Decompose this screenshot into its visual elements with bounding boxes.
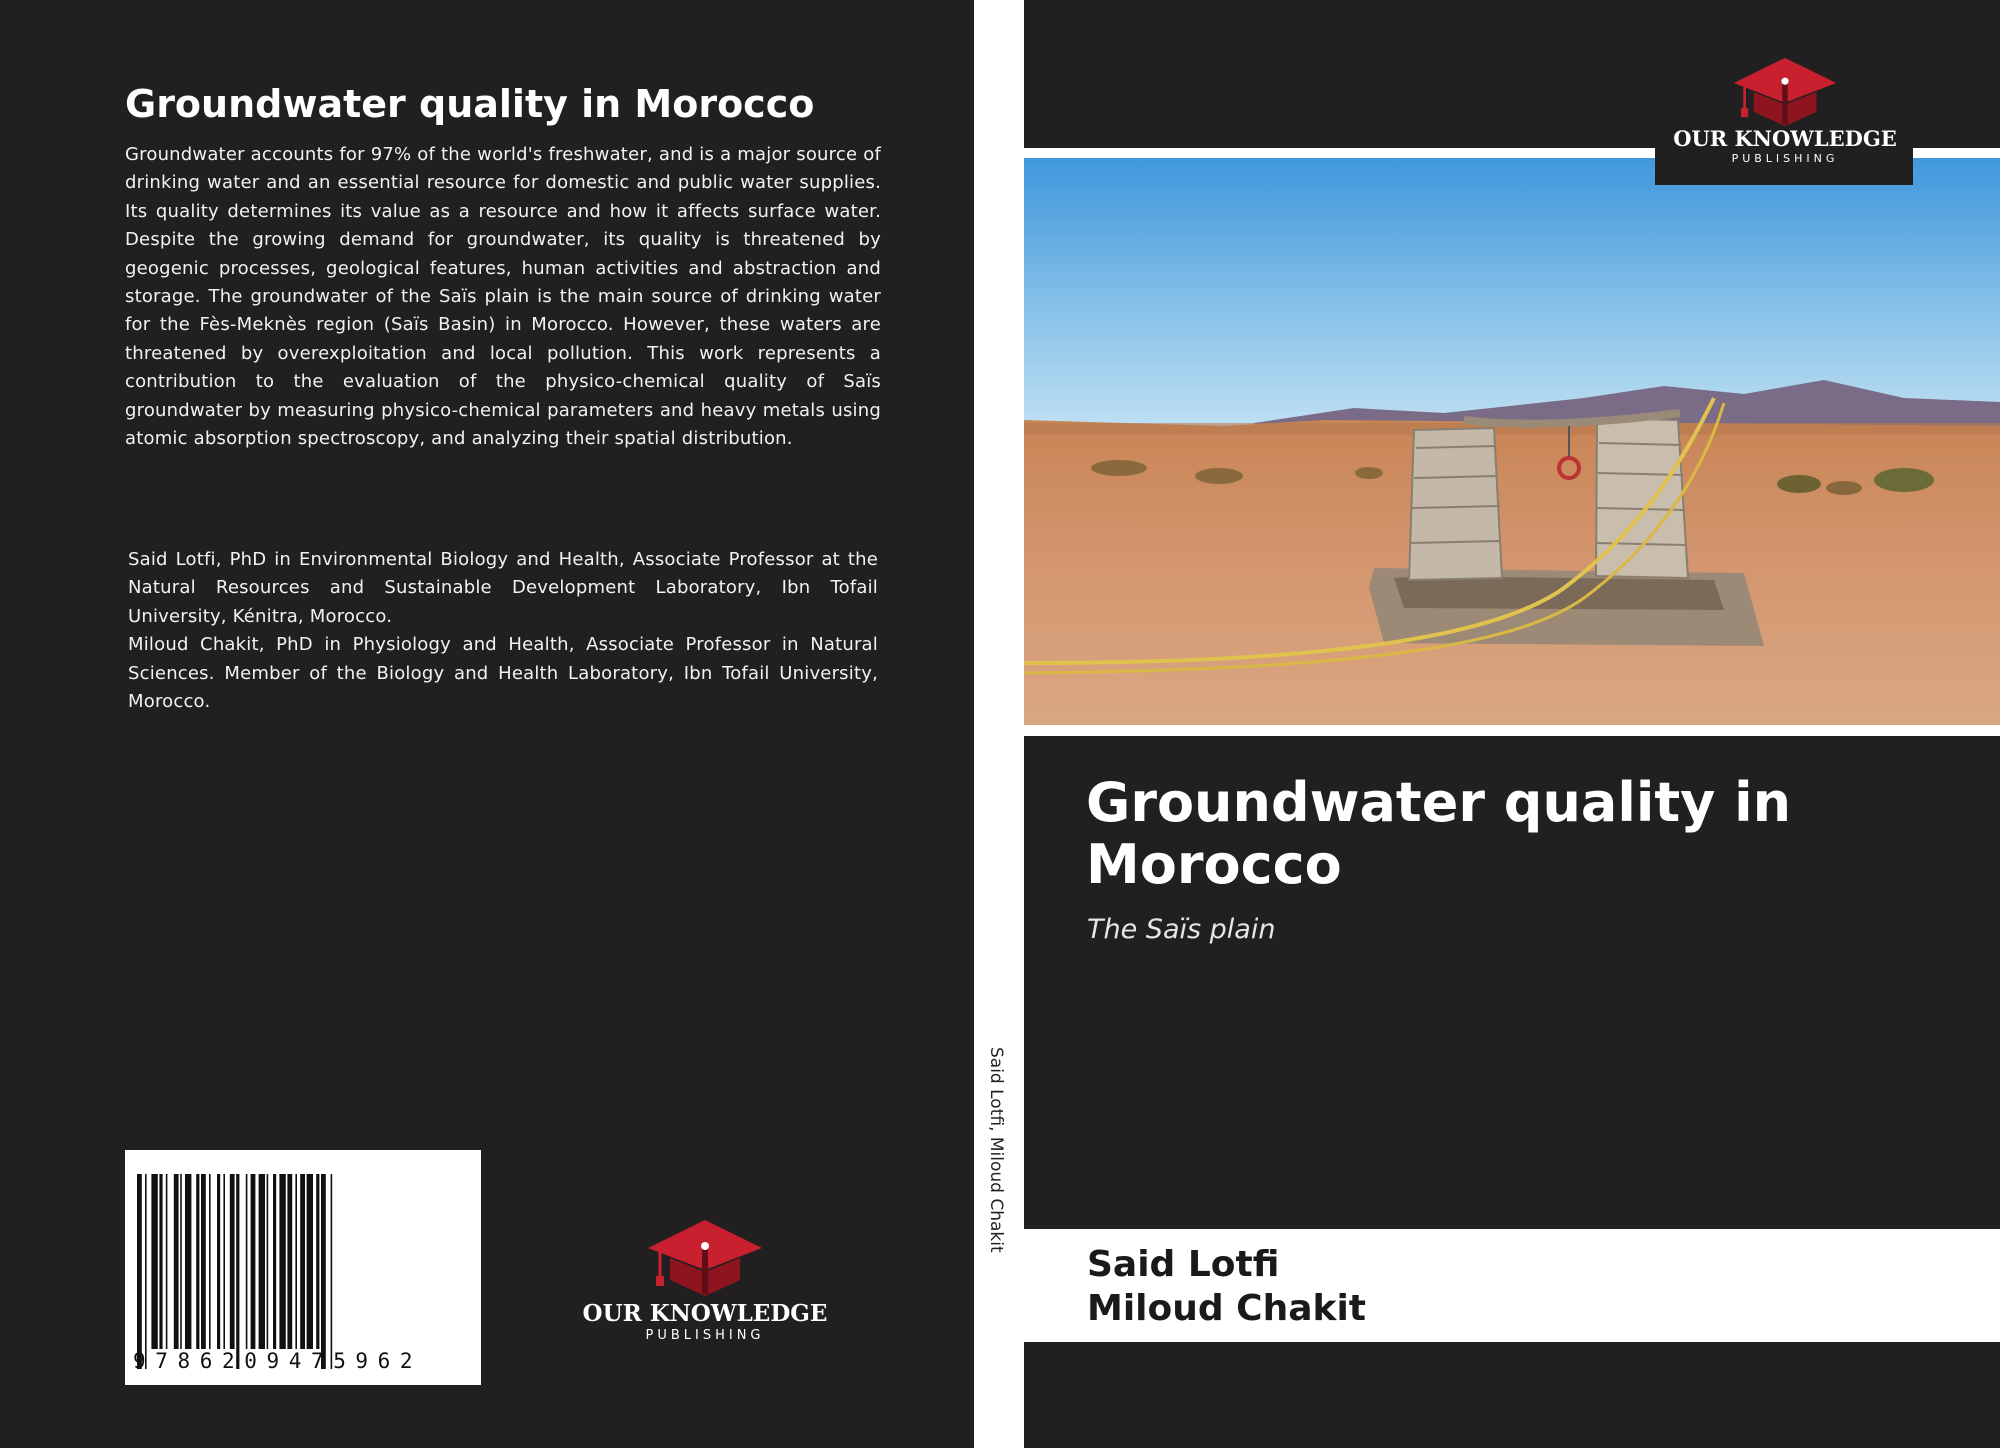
barcode-bar bbox=[196, 1174, 199, 1349]
barcode-bar bbox=[166, 1174, 168, 1349]
barcode-bar bbox=[145, 1174, 147, 1369]
publisher-sub: PUBLISHING bbox=[645, 1328, 765, 1343]
publisher-logo-back bbox=[580, 1218, 830, 1343]
barcode-bar bbox=[185, 1174, 191, 1349]
barcode-bar bbox=[273, 1174, 276, 1349]
publisher-name: OUR KNOWLEDGE bbox=[582, 1300, 828, 1327]
barcode-bar bbox=[201, 1174, 206, 1349]
barcode-bar bbox=[174, 1174, 179, 1349]
barcode-bar bbox=[180, 1174, 182, 1349]
author-bio: Said Lotfi, PhD in Environmental Biology and Health, Associate Professor at the Natural Resources and Sustainable Development Laboratory, Ibn Tofail University, Kénitra, Morocco. bbox=[128, 549, 878, 627]
barcode-bar bbox=[217, 1174, 220, 1349]
author-bios bbox=[128, 546, 878, 716]
barcode-bar bbox=[230, 1174, 235, 1349]
publisher-name: OUR KNOWLEDGE bbox=[1673, 126, 1897, 151]
barcode-bar bbox=[259, 1174, 265, 1349]
barcode-bar bbox=[321, 1174, 326, 1369]
barcode-bar bbox=[151, 1174, 157, 1349]
barcode-bar bbox=[279, 1174, 285, 1349]
barcode-bar bbox=[307, 1174, 313, 1349]
graduation-cap-icon bbox=[646, 1218, 764, 1298]
back-cover-title: Groundwater quality in Morocco bbox=[125, 82, 815, 126]
author-name: Miloud Chakit bbox=[1087, 1288, 1366, 1329]
graduation-cap-icon bbox=[1732, 56, 1838, 128]
cover-photo bbox=[1024, 158, 2000, 725]
barcode-bar bbox=[295, 1174, 297, 1349]
back-cover-blurb: Groundwater accounts for 97% of the world's freshwater, and is a major source of drinking water and an essential resource for domestic and public water supplies. Its quality determines its value as a resource and how it affects surface water. Despite the growing demand for groundwater, its quality is threatened by geogenic processes, geological features, human activities and abstraction and storage. The groundwater of the Saïs plain is the main source of drinking water for the Fès-Meknès region (Saïs Basin) in Morocco. However, these waters are threatened by overexploitation and local pollution. This work represents a contribution to the evaluation of the physico-chemical quality of Saïs groundwater by measuring physico-chemical parameters and heavy metals using atomic absorption spectroscopy, and analyzing their spatial distribution. bbox=[125, 144, 881, 450]
author-name: Said Lotfi bbox=[1087, 1244, 1280, 1285]
barcode-bar bbox=[251, 1174, 256, 1349]
author-bio: Miloud Chakit, PhD in Physiology and Health, Associate Professor in Natural Sciences. Member of the Biology and Health Laboratory, Ibn Tofail University, Morocco. bbox=[128, 634, 878, 713]
barcode-bar bbox=[300, 1174, 305, 1349]
barcode-bar bbox=[246, 1174, 248, 1349]
front-cover-title: Groundwater quality in Morocco bbox=[1086, 771, 1792, 896]
barcode-bar bbox=[331, 1174, 333, 1369]
spine-authors: Said Lotfi, Miloud Chakit bbox=[986, 1047, 1006, 1253]
barcode-bar bbox=[267, 1174, 269, 1349]
desert-well-image bbox=[1024, 158, 2000, 725]
barcode-bars bbox=[137, 1174, 467, 1369]
barcode-bar bbox=[223, 1174, 225, 1349]
publisher-logo-front bbox=[1660, 56, 1910, 171]
barcode-bar bbox=[287, 1174, 292, 1349]
barcode bbox=[125, 1150, 481, 1385]
barcode-bar bbox=[316, 1174, 319, 1349]
front-cover-bottom-band bbox=[1024, 1342, 2000, 1448]
barcode-bar bbox=[236, 1174, 239, 1369]
publisher-sub: PUBLISHING bbox=[1731, 152, 1839, 165]
barcode-bar bbox=[209, 1174, 211, 1349]
barcode-bar bbox=[159, 1174, 162, 1349]
front-cover-subtitle: The Saïs plain bbox=[1087, 914, 1276, 945]
barcode-bar bbox=[137, 1174, 142, 1369]
isbn-number: 9786209475962 bbox=[133, 1349, 423, 1373]
